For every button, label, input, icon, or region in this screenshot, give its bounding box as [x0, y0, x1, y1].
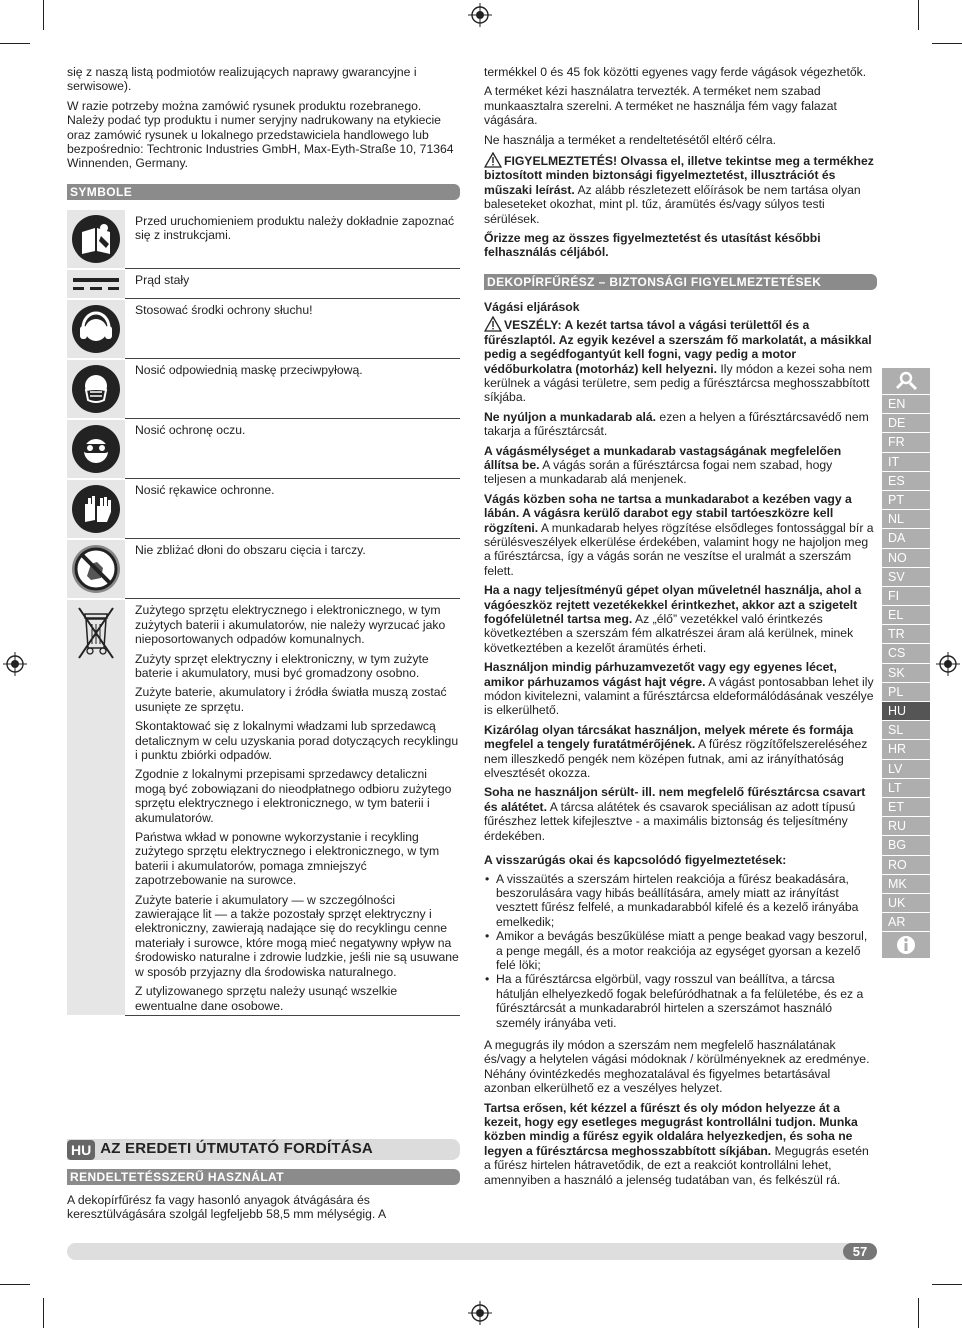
- paragraph: się z naszą listą podmiotów realizujących naprawy gwarancyjne i serwisowe).: [67, 65, 417, 94]
- language-tab-sk[interactable]: SK: [882, 664, 930, 683]
- crop-mark: [932, 1284, 962, 1285]
- language-sidebar: [882, 368, 930, 959]
- paragraph: A dekopírfűrész fa vagy hasonló anyagok átvágására és keresztülvágására szolgál legfeljebb 58,5 mm mélységig. A: [67, 1193, 387, 1222]
- registration-mark-icon: [468, 3, 492, 27]
- registration-mark-icon: [3, 652, 27, 676]
- symbol-text: Przed uruchomieniem produktu należy dokładnie zapoznać się z instrukcjami.: [125, 210, 460, 269]
- language-tab-mk[interactable]: MK: [882, 875, 930, 894]
- list-item: • A visszaütés a szerszám hirtelen reakciója a fűrész beakadására, beszorulására vagy hibás beállítására, amely miatt az irányítást vesztett fűrész felfelé, a munkadarabból kifelé és a kezelő irányába emelkedik;: [484, 872, 877, 930]
- language-tab-hr[interactable]: HR: [882, 740, 930, 759]
- language-tab-da[interactable]: DA: [882, 529, 930, 548]
- subheading: A visszarúgás okai és kapcsolódó figyelmeztetések:: [484, 853, 787, 868]
- weee-paragraph: Z utylizowanego sprzętu należy usunąć wszelkie ewentualne dane osobowe.: [135, 984, 398, 1013]
- language-tab-cs[interactable]: CS: [882, 644, 930, 663]
- paragraph: A terméket kézi használatra tervezték. A terméket nem szabad munkaasztalra szerelni. A terméket ne használja fém vagy falazat vágására.: [484, 84, 837, 128]
- registration-mark-icon: [936, 652, 960, 676]
- no-hands-icon: [71, 544, 121, 594]
- crop-mark: [932, 43, 962, 44]
- symbol-text: Nosić odpowiednią maskę przeciwpyłową.: [125, 359, 460, 419]
- dust-mask-icon: [71, 364, 121, 414]
- symbols-table: [67, 210, 460, 1016]
- language-tab-it[interactable]: IT: [882, 453, 930, 472]
- ear-protection-icon: [71, 304, 121, 354]
- paragraph: Használjon mindig párhuzamvezetőt vagy egy egyenes lécet, amikor párhuzamos vágást hajt végre. A vágást pontosabban lehet ily módon kivitelezni, valamint a fűrésztárcsa eldeformálódásának veszélye is elkerülhető.: [484, 660, 874, 718]
- weee-bin-icon: [76, 604, 116, 660]
- paragraph: W razie potrzeby można zamówić rysunek produktu rozebranego. Należy podać typ produktu i numer seryjny nadrukowany na etykiecie oraz zamówić rysunek u lokalnego przedstawiciela handlowego lub bezpośrednio: Techtronic Industries GmbH, Max-Eyth-Straße 10, 71364 Winnenden, Germany.: [67, 98, 454, 171]
- paragraph: Tartsa erősen, két kézzel a fűrészt és oly módon helyezze át a kezeit, hogy egy esetleges megugrást kontrollálni tudjon. Munka közben mindig a fűrész egyik oldalára helyezkedjen, és soha ne legyen a fűrésztárcsa meghosszabbított síkjában. Megugrás esetén a fűrész hirtelen hátravetődik, de ezt a reakciót kontrollálni lehet, amennyiben a használó a jelenség tudatában van, és felkészül rá.: [484, 1100, 869, 1187]
- language-section-header: [67, 1139, 460, 1160]
- section-title-safety: DEKOPÍRFŰRÉSZ – BIZTONSÁGI FIGYELMEZTETÉSEK: [484, 274, 877, 290]
- gloves-icon: [71, 484, 121, 534]
- page-number: 57: [843, 1243, 877, 1260]
- language-tab-pt[interactable]: PT: [882, 491, 930, 510]
- registration-mark-icon: [468, 1301, 492, 1325]
- language-tab-tr[interactable]: TR: [882, 625, 930, 644]
- weee-paragraph: Zużyte baterie i akumulatory — w szczególności zawierające lit — a także pozostały sprzęt elektryczny i elektroniczny, zawierają nadające się do recyklingu cenne materiały i surowce, które mogą mieć negatywny wpływ na środowisko naturalne i zdrowie ludzkie, jeśli nie są usuwane w sposób przyjazny dla środowiska naturalnego.: [135, 892, 459, 979]
- weee-paragraph: Zużyty sprzęt elektryczny i elektroniczny, w tym zużyte baterie i akumulatory, musi być gromadzony osobno.: [135, 651, 429, 680]
- language-tab-fi[interactable]: FI: [882, 587, 930, 606]
- warning-triangle-icon: [484, 152, 502, 168]
- paragraph: A megugrás ily módon a szerszám nem megfelelő használatának és/vagy a helytelen vágási módoknak / körülményeknek az eredménye. Néhány óvintézkedés meghozatalával és figyelmes betartásával azonban elkerülhető ez a veszélyes helyzet.: [484, 1037, 870, 1096]
- footer-bar: [67, 1243, 877, 1260]
- language-tab-hu[interactable]: HU: [882, 702, 930, 721]
- language-tab-es[interactable]: ES: [882, 472, 930, 491]
- crop-mark: [918, 1298, 919, 1328]
- weee-paragraph: Zużyte baterie, akumulatory i źródła światła muszą zostać usunięte ze sprzętu.: [135, 685, 447, 714]
- language-tab-ru[interactable]: RU: [882, 817, 930, 836]
- language-tools-icon: [882, 368, 930, 395]
- symbol-text: Prąd stały: [125, 269, 460, 299]
- language-tab-ro[interactable]: RO: [882, 856, 930, 875]
- symbol-text: Stosować środki ochrony słuchu!: [125, 299, 460, 359]
- language-tab-sl[interactable]: SL: [882, 721, 930, 740]
- crop-mark: [918, 0, 919, 30]
- language-tab-lt[interactable]: LT: [882, 779, 930, 798]
- right-column: [484, 65, 877, 1192]
- symbol-text: Nosić rękawice ochronne.: [125, 479, 460, 539]
- manual-book-icon: [71, 214, 121, 264]
- warning-paragraph: FIGYELMEZTETÉS! Olvassa el, illetve tekintse meg a termékhez biztosított minden biztonsági figyelmeztetést, illusztrációt és műszaki leírást. Az alább részletezett előírások be nem tartása olyan baleseteket okozhat, mint pl. tűz, áramütés és/vagy súlyos testi sérülések.: [484, 154, 874, 226]
- language-tab-de[interactable]: DE: [882, 414, 930, 433]
- language-tab-el[interactable]: EL: [882, 606, 930, 625]
- warning-triangle-icon: [484, 316, 502, 332]
- paragraph: Ne használja a terméket a rendeltetésétől eltérő célra.: [484, 132, 776, 147]
- weee-paragraph: Skontaktować się z lokalnymi władzami lub sprzedawcą detalicznym w celu uzyskania porad dotyczących recyklingu i punktu zbiórki odpadów.: [135, 719, 459, 762]
- intended-use-block: [67, 1166, 460, 1227]
- language-tab-sv[interactable]: SV: [882, 568, 930, 587]
- weee-paragraph: Państwa wkład w ponowne wykorzystanie i recykling zużytego sprzętu elektrycznego i elektronicznego, w tym baterii i akumulatorów, pomaga zmniejszyć zapotrzebowanie na surowce.: [135, 830, 440, 888]
- direct-current-icon: [71, 274, 121, 294]
- language-tab-pl[interactable]: PL: [882, 683, 930, 702]
- left-column: [67, 65, 460, 1016]
- paragraph: Őrizze meg az összes figyelmeztetést és utasítást későbbi felhasználás céljából.: [484, 231, 821, 260]
- section-title-symbols: SYMBOLE: [67, 184, 460, 200]
- crop-mark: [43, 0, 44, 30]
- paragraph: Vágás közben soha ne tartsa a munkadarabot a kezében vagy a lábán. A vágásra kerülő darabot egy stabil tartóeszközre kell rögzíteni. A munkadarab helyes rögzítése elsődleges fontossággal bír a sérülésveszélyek elkerülése érdekében, valamint hogy ne hajoljon meg a fűrésztárcsa, így a vágás során ne veszítse el uralmát a szerszám felett.: [484, 491, 874, 578]
- danger-paragraph: VESZÉLY: A kezét tartsa távol a vágási területtől és a fűrészlaptól. Az egyik kezével a szerszám fő markolatát, a másikkal pedig a segédfogantyút kell fogni, vagy pedig a motor védőburkolatra (motorház) kell helyezni. Ily módon a kezei soha nem kerülnek a vágási területre, sem pedig a fűrésztárcsa meghosszabbított síkjába.: [484, 318, 873, 405]
- paragraph: termékkel 0 és 45 fok közötti egyenes vagy ferde vágások végezhetők.: [484, 65, 867, 79]
- eye-protection-icon: [71, 424, 121, 474]
- paragraph: Kizárólag olyan tárcsákat használjon, melyek mérete és formája megfelel a tengely furatátmérőjének. A fűrész rögzítőfelszereléséhez nem illeszkedő pengék nem középen futnak, ami az irányíthatóság elvesztését okozza.: [484, 722, 868, 781]
- section-main-title: AZ EREDETI ÚTMUTATÓ FORDÍTÁSA: [100, 1140, 373, 1158]
- language-tab-ar[interactable]: AR: [882, 913, 930, 932]
- subheading: Vágási eljárások: [484, 299, 580, 314]
- paragraph: A vágásmélységet a munkadarab vastagságának megfelelően állítsa be. A vágás során a fűrésztárcsa fogai nem szabad, hogy teljesen a munkadarab alá menjenek.: [484, 443, 842, 487]
- info-icon: [882, 932, 930, 959]
- section-title-intended-use: RENDELTETÉSSZERŰ HASZNÁLAT: [67, 1169, 460, 1185]
- language-tab-nl[interactable]: NL: [882, 510, 930, 529]
- weee-paragraph: Zużytego sprzętu elektrycznego i elektronicznego, w tym zużytych baterii i akumulatorów, nie należy wyrzucać jako nieposortowanych odpadów komunalnych.: [135, 603, 446, 647]
- crop-mark: [0, 1284, 30, 1285]
- language-tab-fr[interactable]: FR: [882, 433, 930, 452]
- language-tab-no[interactable]: NO: [882, 549, 930, 568]
- language-tab-uk[interactable]: UK: [882, 894, 930, 913]
- crop-mark: [43, 1298, 44, 1328]
- list-item: • Amikor a bevágás beszűkülése miatt a penge beakad vagy beszorul, a penge megáll, és a motor reakciója az egységet gyorsan a kezelő felé löki;: [484, 929, 877, 972]
- language-badge: HU: [67, 1140, 95, 1160]
- language-tab-et[interactable]: ET: [882, 798, 930, 817]
- kickback-list: [484, 872, 877, 1030]
- paragraph: Ha a nagy teljesítményű gépet olyan műveletnél használja, ahol a vágóeszköz rejtett vezetékekkel érintkezhet, akkor azt a szigetelt fogófelületnél tartsa meg. Az „élő” vezetékkel való érintkezés következtében a szerszám fém alkatrészei áram alá kerülnek, minek következtében a kezelőt áramütés érheti.: [484, 583, 862, 655]
- crop-mark: [0, 43, 30, 44]
- paragraph: Ne nyúljon a munkadarab alá. ezen a helyen a fűrésztárcsavédő nem takarja a fűrésztárcsát.: [484, 409, 869, 439]
- list-item: • Ha a fűrésztárcsa elgörbül, vagy rosszul van beállítva, a tárcsa hátulján elhelyezkedő fogak belefúródhatnak a fa felületébe, és ez a fűrésztárcsát a munkadarabról hirtelen a szerszámot használó személy irányába veti.: [484, 972, 877, 1030]
- language-tab-lv[interactable]: LV: [882, 760, 930, 779]
- weee-paragraph: Zgodnie z lokalnymi przepisami sprzedawcy detaliczni mogą być zobowiązani do nieodpłatnego odbioru zużytego sprzętu elektrycznego i elektronicznego, w tym baterii i akumulatorów.: [135, 767, 452, 825]
- symbol-text: Nie zbliżać dłoni do obszaru cięcia i tarczy.: [125, 539, 460, 599]
- paragraph: Soha ne használjon sérült- ill. nem megfelelő fűrésztárcsa csavart és alátétet. A tárcsa alátétek és csavarok speciálisan az adott típusú fűrészhez lettek kifejlesztve - a maximális biztonság és teljesítmény érdekében.: [484, 785, 866, 843]
- language-tab-bg[interactable]: BG: [882, 836, 930, 855]
- symbol-text: Nosić ochronę oczu.: [125, 419, 460, 479]
- language-tab-en[interactable]: EN: [882, 395, 930, 414]
